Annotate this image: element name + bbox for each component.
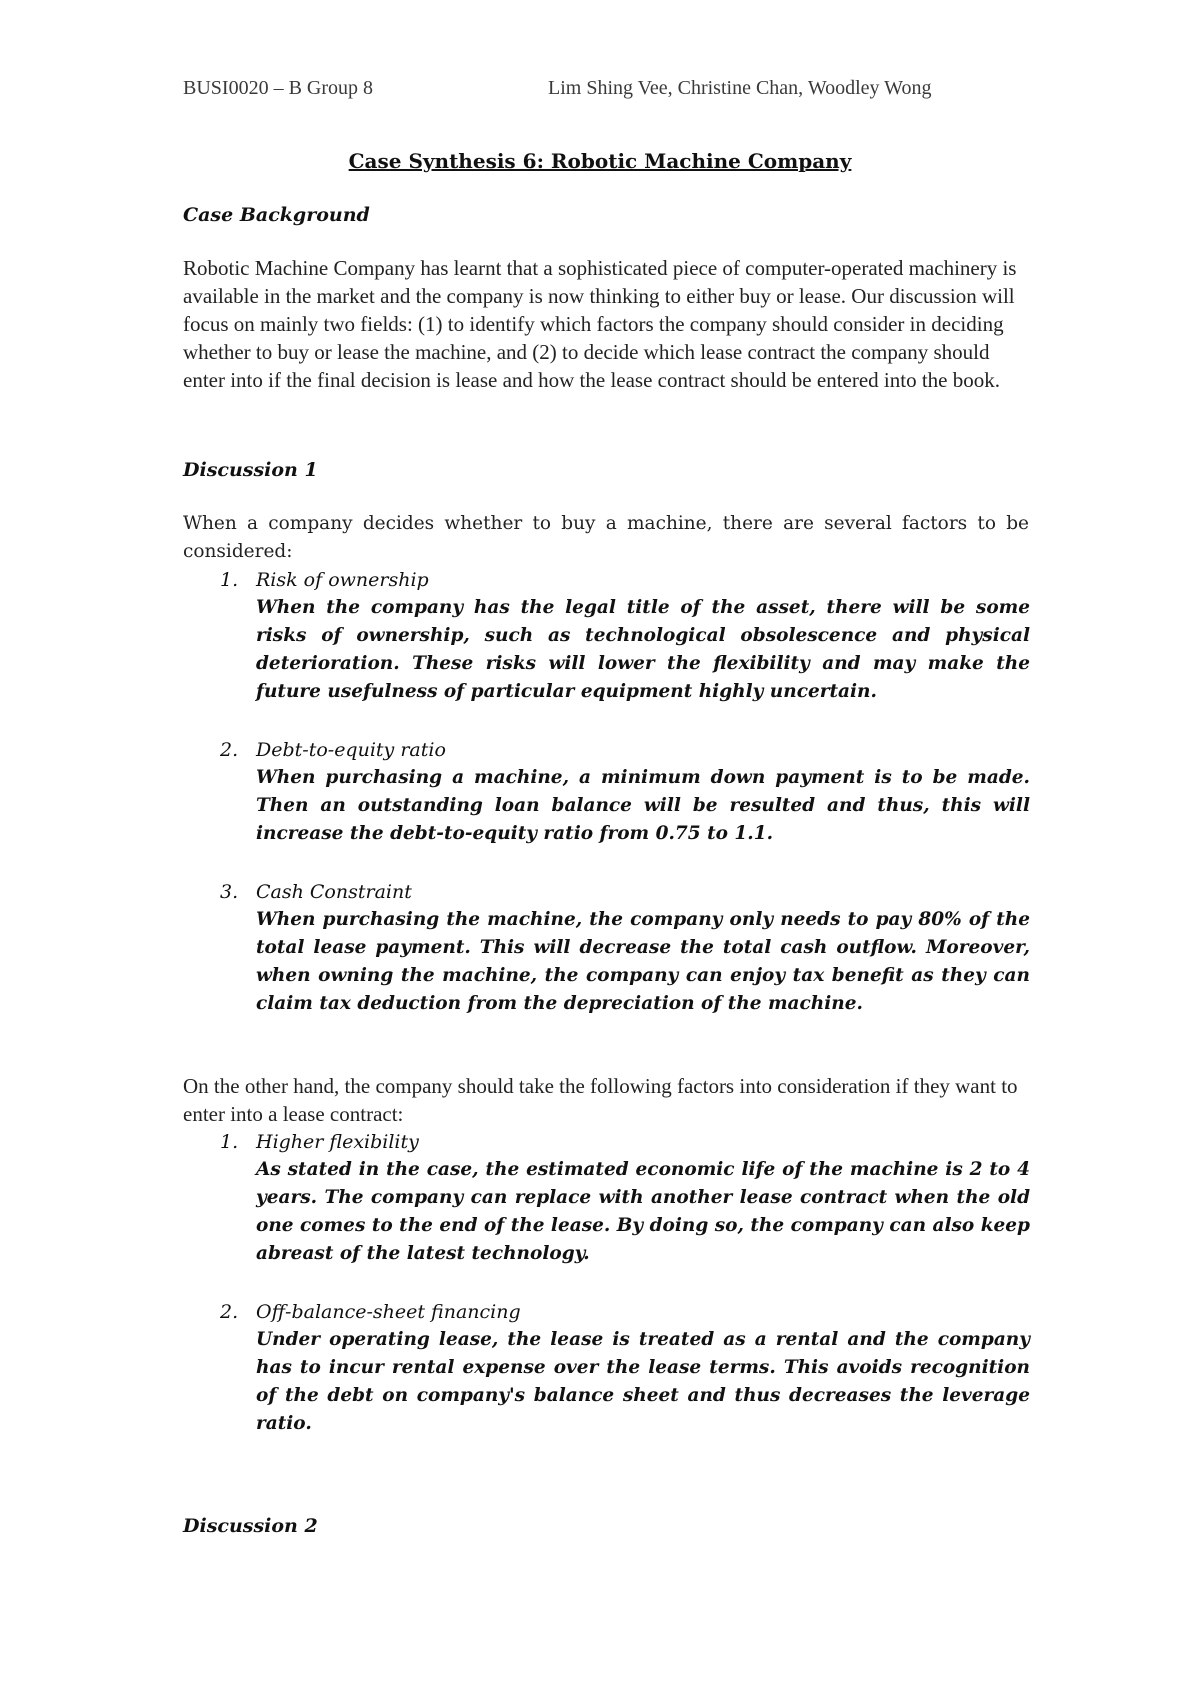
list-item-title: Higher flexibility <box>256 1131 419 1153</box>
list-item-body: When purchasing a machine, a minimum down payment is to be made. Then an outstanding loan balance will be resulted and thus, this will increase the debt-to-equity ratio from 0.75 to 1.1. <box>256 767 1030 844</box>
discussion1-intro: When a company decides whether to buy a machine, there are several factors to be considered: <box>183 513 1029 562</box>
list-number: 2. <box>220 739 239 761</box>
list-number: 3. <box>220 881 239 903</box>
header-course: BUSI0020 – B Group 8 <box>183 77 374 99</box>
list-item-title: Cash Constraint <box>256 881 412 903</box>
list-item-title: Off-balance-sheet financing <box>256 1301 521 1323</box>
list-item-title: Risk of ownership <box>256 569 429 591</box>
heading-discussion-2: Discussion 2 <box>183 1515 318 1537</box>
list-item-body: As stated in the case, the estimated economic life of the machine is 2 to 4 years. The company can replace with another lease contract when the old one comes to the end of the lease. By doing so, the company can also keep abreast of the latest technology. <box>256 1159 1030 1264</box>
list-item-body: Under operating lease, the lease is treated as a rental and the company has to incur rental expense over the lease terms. This avoids recognition of the debt on company's balance sheet and thus decreases the leverage ratio. <box>256 1329 1030 1434</box>
header-authors: Lim Shing Vee, Christine Chan, Woodley Wong <box>548 77 932 99</box>
discussion1-lease-intro: On the other hand, the company should take the following factors into consideration if they want to enter into a lease contract: <box>183 1074 1018 1126</box>
list-item-body: When the company has the legal title of the asset, there will be some risks of ownership, such as technological obsolescence and physical deterioration. These risks will lower the flexibility and may make the future usefulness of particular equipment highly uncertain. <box>256 597 1030 702</box>
list-number: 1. <box>220 569 239 591</box>
list-number: 2. <box>220 1301 239 1323</box>
heading-case-background: Case Background <box>183 204 370 226</box>
background-paragraph: Robotic Machine Company has learnt that a sophisticated piece of computer-operated machinery is available in the market and the company is now thinking to either buy or lease. Our discussion will focus on mainly two fields: (1) to identify which factors the company should consider in deciding whether to buy or lease the machine, and (2) to decide which lease contract the company should enter into if the final decision is lease and how the lease contract should be entered into the book. <box>183 256 1017 392</box>
list-item-body: When purchasing the machine, the company only needs to pay 80% of the total lease payment. This will decrease the total cash outflow. Moreover, when owning the machine, the company can enjoy tax benefit as they can claim tax deduction from the depreciation of the machine. <box>256 909 1030 1014</box>
list-number: 1. <box>220 1131 239 1153</box>
page-title: Case Synthesis 6: Robotic Machine Company <box>348 149 852 173</box>
list-item-title: Debt-to-equity ratio <box>256 739 446 761</box>
heading-discussion-1: Discussion 1 <box>183 459 318 481</box>
